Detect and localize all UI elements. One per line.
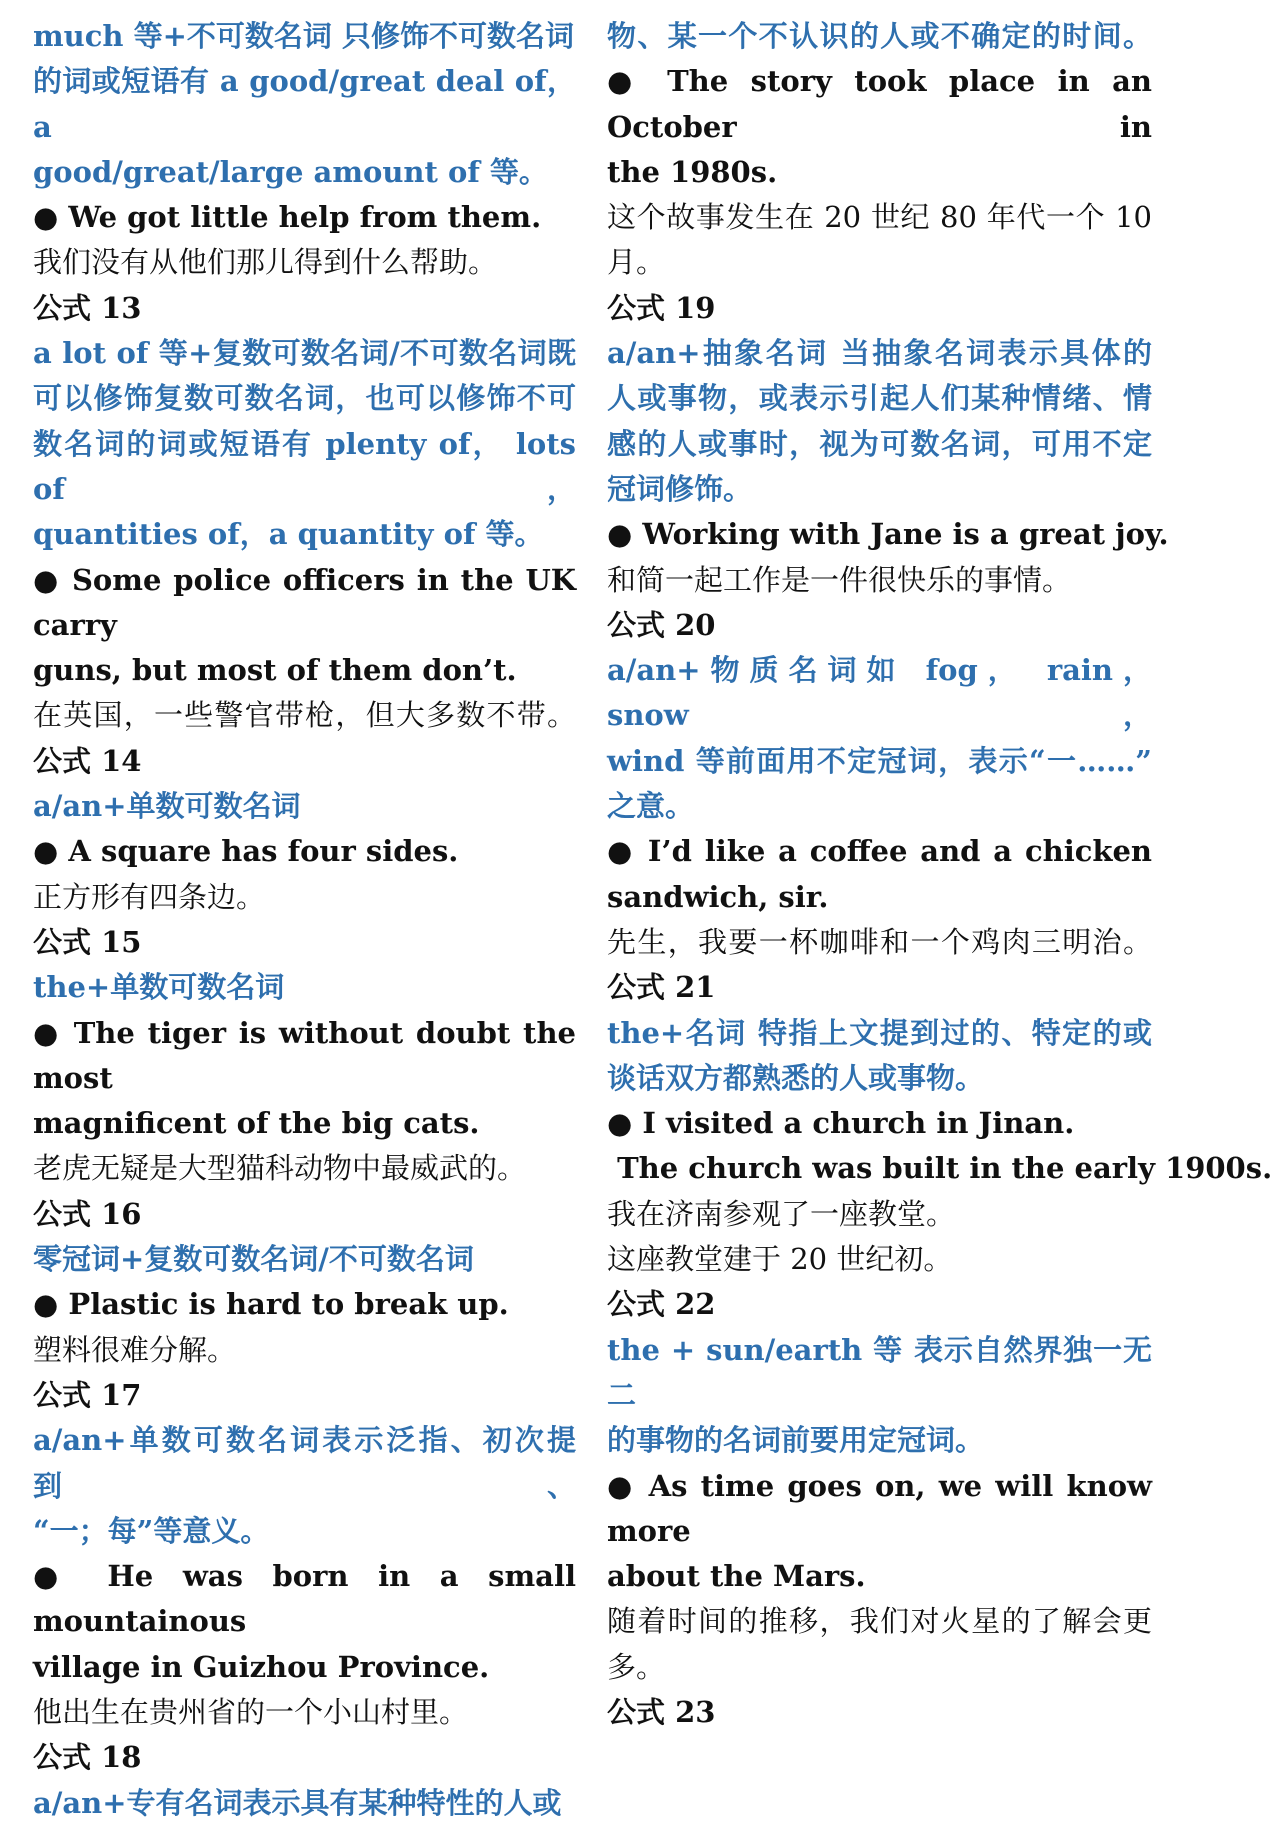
rule-text-line: a/an+物质名词如 fog， rain， snow， (607, 653, 1152, 733)
formula-heading: 公式 16 (33, 1196, 142, 1231)
rule-text-line: 物、某一个不认识的人或不确定的时间。 (607, 19, 1152, 53)
right-column (607, 14, 1272, 1735)
example-sentence-line: ● Plastic is hard to break up. (33, 1287, 509, 1322)
example-sentence-line: village in Guizhou Province. (33, 1649, 490, 1684)
rule-text-line: a/an+专有名词表示具有某种特性的人或 (33, 1785, 562, 1820)
rule-text-line: 谈话双方都熟悉的人或事物。 (607, 1060, 985, 1095)
example-sentence-line: ● Working with Jane is a great joy. (607, 517, 1169, 552)
translation-line: 他出生在贵州省的一个小山村里。 (33, 1694, 469, 1729)
rule-text-line: much 等+不可数名词 只修饰不可数名词 (33, 19, 575, 53)
formula-heading: 公式 18 (33, 1740, 142, 1775)
example-sentence-line: about the Mars. (607, 1559, 866, 1594)
example-sentence-line: the 1980s. (607, 154, 778, 189)
left-column (33, 14, 576, 1826)
translation-line: 这个故事发生在 20 世纪 80 年代一个 10 (607, 200, 1152, 235)
rule-text-line: 的事物的名词前要用定冠词。 (607, 1423, 985, 1458)
formula-heading: 公式 15 (33, 924, 142, 959)
translation-line: 先生，我要一杯咖啡和一个鸡肉三明治。 (607, 924, 1152, 959)
rule-text-line: 数名词的词或短语有 plenty of， lots of， (33, 426, 576, 506)
translation-line: 我在济南参观了一座教堂。 (607, 1196, 956, 1231)
example-sentence-line: The church was built in the early 1900s. (607, 1151, 1272, 1186)
example-sentence-line: ● Some police officers in the UK carry (33, 562, 576, 642)
rule-text-line: 之意。 (607, 789, 695, 824)
example-sentence-line: ● We got little help from them. (33, 200, 542, 235)
translation-line: 和简一起工作是一件很快乐的事情。 (607, 562, 1072, 597)
rule-text-line: “一；每”等意义。 (33, 1513, 270, 1548)
rule-text-line: a/an+抽象名词 当抽象名词表示具体的 (607, 336, 1152, 371)
rule-text-line: 感的人或事时，视为可数名词，可用不定 (607, 426, 1152, 461)
example-sentence-line: sandwich, sir. (607, 879, 829, 914)
example-sentence-line: magnificent of the big cats. (33, 1106, 480, 1141)
translation-line: 正方形有四条边。 (33, 879, 266, 914)
rule-text-line: quantities of，a quantity of 等。 (33, 517, 544, 552)
rule-text-line: 可以修饰复数可数名词，也可以修饰不可 (33, 381, 576, 416)
rule-text-line: wind 等前面用不定冠词，表示“一……” (607, 743, 1152, 778)
rule-text-line: 的词或短语有 a good/great deal of， a (33, 64, 576, 144)
translation-line: 我们没有从他们那儿得到什么帮助。 (33, 245, 498, 280)
example-sentence-line: ● The tiger is without doubt the most (33, 1015, 576, 1095)
formula-heading: 公式 21 (607, 970, 716, 1005)
rule-text-line: the+单数可数名词 (33, 970, 285, 1005)
rule-text-line: good/great/large amount of 等。 (33, 154, 548, 189)
example-sentence-line: ● I visited a church in Jinan. (607, 1106, 1075, 1141)
rule-text-line: 冠词修饰。 (607, 471, 753, 506)
formula-heading: 公式 17 (33, 1377, 142, 1412)
translation-line: 这座教堂建于 20 世纪初。 (607, 1242, 953, 1277)
rule-text-line: a lot of 等+复数可数名词/不可数名词既 (33, 336, 576, 371)
example-sentence-line: ● I’d like a coffee and a chicken (607, 834, 1152, 869)
translation-line: 多。 (607, 1649, 666, 1684)
example-sentence-line: ● He was born in a small mountainous (33, 1559, 576, 1639)
formula-heading: 公式 14 (33, 743, 142, 778)
example-sentence-line: guns, but most of them don’t. (33, 653, 517, 688)
rule-text-line: the+名词 特指上文提到过的、特定的或 (607, 1015, 1152, 1050)
translation-line: 月。 (607, 245, 666, 280)
translation-line: 在英国，一些警官带枪，但大多数不带。 (33, 698, 576, 733)
rule-text-line: a/an+单数可数名词表示泛指、初次提到、 (33, 1423, 576, 1503)
rule-text-line: the + sun/earth 等 表示自然界独一无二 (607, 1332, 1152, 1412)
example-sentence-line: ● A square has four sides. (33, 834, 459, 869)
rule-text-line: 人或事物，或表示引起人们某种情绪、情 (607, 381, 1152, 416)
translation-line: 老虎无疑是大型猫科动物中最威武的。 (33, 1151, 527, 1186)
rule-text-line: a/an+单数可数名词 (33, 789, 301, 824)
formula-heading: 公式 13 (33, 290, 142, 325)
formula-heading: 公式 23 (607, 1694, 716, 1729)
formula-heading: 公式 22 (607, 1287, 716, 1322)
example-sentence-line: ● The story took place in an October in (607, 64, 1152, 144)
translation-line: 随着时间的推移，我们对火星的了解会更 (607, 1604, 1152, 1639)
formula-heading: 公式 20 (607, 607, 716, 642)
rule-text-line: 零冠词+复数可数名词/不可数名词 (33, 1242, 474, 1277)
formula-heading: 公式 19 (607, 290, 716, 325)
translation-line: 塑料很难分解。 (33, 1332, 237, 1367)
example-sentence-line: ● As time goes on, we will know more (607, 1468, 1152, 1548)
